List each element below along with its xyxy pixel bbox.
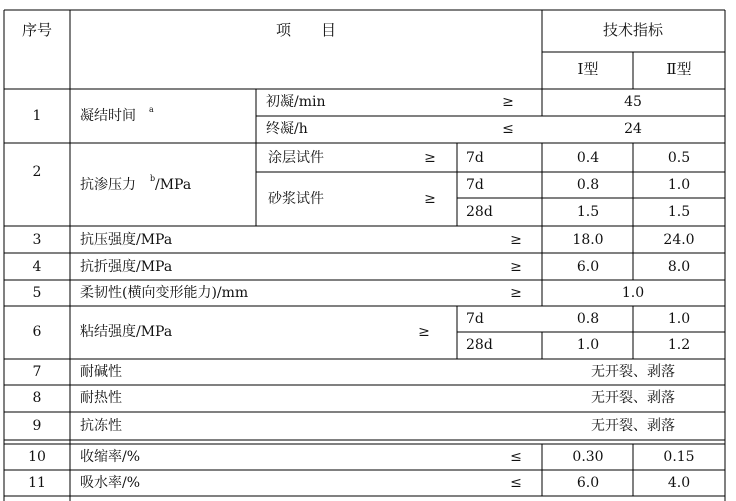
row1-sub1-label: 初凝/min [266, 94, 326, 110]
row2-coat-age: 7d [466, 150, 484, 166]
row6-age-28d: 28d [466, 337, 493, 353]
row10-name: 收缩率/% [80, 449, 141, 465]
header-type2: Ⅱ型 [666, 60, 692, 78]
row10-op: ≤ [510, 449, 522, 465]
row6-7d-v2: 1.0 [667, 311, 691, 327]
row2-no: 2 [32, 164, 42, 180]
row1-no: 1 [32, 108, 42, 124]
row2-coat-v1: 0.4 [576, 150, 600, 166]
row2-mortar-label: 砂浆试件 [268, 191, 324, 207]
header-seq: 序号 [21, 21, 53, 39]
row11-v1: 6.0 [576, 475, 600, 491]
row2-mortar-28d-v1: 1.5 [576, 204, 600, 220]
row5-no: 5 [32, 285, 42, 301]
row2-mortar-age-7d: 7d [466, 177, 484, 193]
row2-note: b [150, 174, 156, 183]
row11-name: 吸水率/% [80, 475, 141, 491]
row3-op: ≥ [510, 232, 522, 248]
row5-value: 1.0 [621, 285, 645, 301]
row9-value: 无开裂、剥落 [591, 418, 675, 434]
row2-mortar-28d-v2: 1.5 [667, 204, 691, 220]
row1-sub2-op: ≤ [502, 121, 514, 137]
row3-v1: 18.0 [572, 232, 604, 248]
row1-note: a [149, 105, 154, 114]
row5-name: 柔韧性(横向变形能力)/mm [80, 285, 249, 301]
row2-mortar-7d-v2: 1.0 [667, 177, 691, 193]
row6-28d-v1: 1.0 [576, 337, 600, 353]
header-type1: Ⅰ型 [577, 60, 599, 78]
row4-v2: 8.0 [667, 259, 691, 275]
row5-op: ≥ [510, 285, 522, 301]
row3-name: 抗压强度/MPa [80, 232, 173, 248]
row11-op: ≤ [510, 475, 522, 491]
row6-28d-v2: 1.2 [667, 337, 691, 353]
row6-age-7d: 7d [466, 311, 484, 327]
row8-name: 耐热性 [80, 390, 122, 406]
row4-name: 抗折强度/MPa [80, 259, 173, 275]
row6-7d-v1: 0.8 [576, 311, 600, 327]
row10-no: 10 [28, 449, 46, 465]
row7-value: 无开裂、剥落 [591, 364, 675, 380]
row2-coat-label: 涂层试件 [268, 150, 324, 166]
row2-mortar-7d-v1: 0.8 [576, 177, 600, 193]
row2-unit: /MPa [155, 177, 192, 193]
row6-no: 6 [32, 324, 42, 340]
row1-sub1-value: 45 [624, 94, 642, 110]
row1-sub1-op: ≥ [502, 94, 514, 110]
row4-v1: 6.0 [576, 259, 600, 275]
row8-no: 8 [32, 390, 42, 406]
row2-coat-op: ≥ [424, 150, 436, 166]
row9-name: 抗冻性 [80, 418, 122, 434]
row2-mortar-age-28d: 28d [466, 204, 493, 220]
row1-sub2-label: 终凝/h [266, 121, 308, 137]
row4-op: ≥ [510, 259, 522, 275]
row7-no: 7 [32, 364, 42, 380]
header-tech: 技术指标 [602, 21, 664, 39]
row9-no: 9 [32, 418, 42, 434]
row7-name: 耐碱性 [80, 364, 122, 380]
row2-coat-v2: 0.5 [667, 150, 691, 166]
header-item: 项 目 [275, 21, 337, 39]
row2-mortar-op: ≥ [424, 191, 436, 207]
row11-no: 11 [28, 475, 46, 491]
row8-value: 无开裂、剥落 [591, 390, 675, 406]
row4-no: 4 [32, 259, 42, 275]
row6-name: 粘结强度/MPa [80, 324, 173, 340]
row2-name: 抗渗压力 [80, 177, 136, 193]
row3-no: 3 [32, 232, 42, 248]
row11-v2: 4.0 [667, 475, 691, 491]
row6-op: ≥ [418, 324, 430, 340]
row1-sub2-value: 24 [624, 121, 642, 137]
row10-v1: 0.30 [572, 449, 604, 465]
row10-v2: 0.15 [663, 449, 695, 465]
row3-v2: 24.0 [663, 232, 695, 248]
row1-name: 凝结时间 [80, 108, 136, 124]
